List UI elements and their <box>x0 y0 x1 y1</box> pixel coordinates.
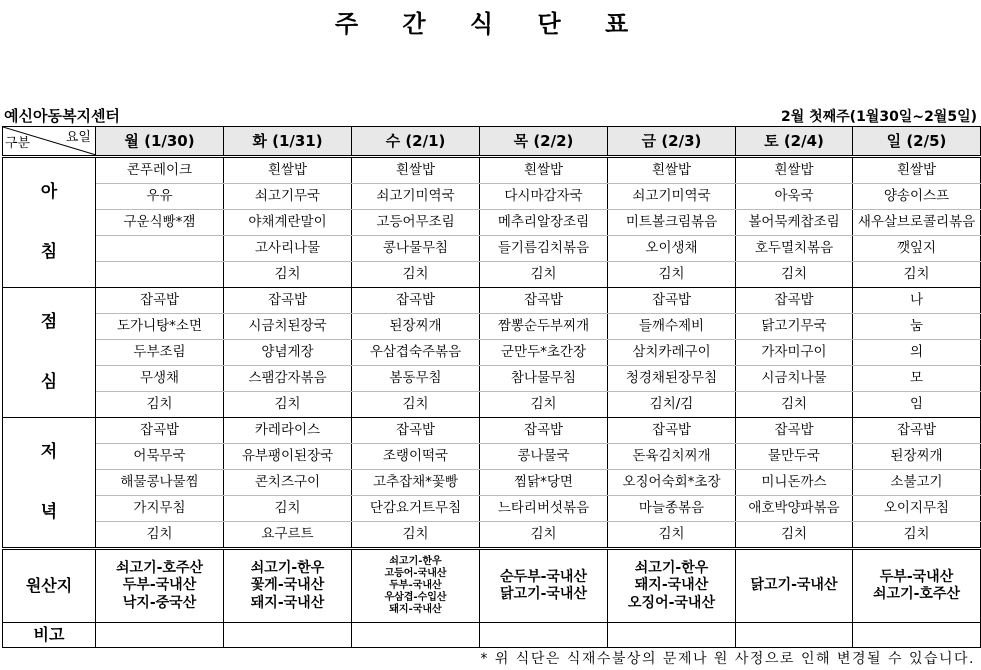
menu-item: 된장찌개 <box>853 444 981 470</box>
menu-item <box>96 236 224 262</box>
page-title: 주 간 식 단 표 <box>334 10 647 38</box>
menu-item: 잡곡밥 <box>96 288 224 314</box>
day-header: 수 (2/1) <box>352 127 480 157</box>
menu-item: 김치 <box>480 522 608 549</box>
menu-item: 잡곡밥 <box>96 418 224 444</box>
menu-row <box>3 288 981 314</box>
menu-item: 깻잎지 <box>853 236 981 262</box>
menu-item: 김치 <box>853 262 981 288</box>
menu-item: 고사리나물 <box>224 236 352 262</box>
origin-line: 오징어-국내산 <box>628 594 715 611</box>
menu-item: 시금치된장국 <box>224 314 352 340</box>
menu-item: 쇠고기미역국 <box>608 184 736 210</box>
meal-label <box>3 157 96 288</box>
note-cell <box>853 623 981 648</box>
menu-row <box>3 496 981 522</box>
menu-row <box>3 418 981 444</box>
menu-item: 김치 <box>352 522 480 549</box>
menu-item: 봄동무침 <box>352 366 480 392</box>
menu-item: 된장찌개 <box>352 314 480 340</box>
menu-item: 흰쌀밥 <box>853 157 981 184</box>
menu-item: 해물콩나물찜 <box>96 470 224 496</box>
menu-item: 느타리버섯볶음 <box>480 496 608 522</box>
menu-row <box>3 522 981 549</box>
menu-item: 잡곡밥 <box>608 288 736 314</box>
meal-label-top: 점 <box>40 312 58 332</box>
menu-item: 쇠고기미역국 <box>352 184 480 210</box>
menu-item: 쇠고기무국 <box>224 184 352 210</box>
menu-item: 임 <box>853 392 981 418</box>
note-cell <box>608 623 736 648</box>
week-period: 2월 첫째주(1월30일~2월5일) <box>780 109 977 125</box>
menu-item <box>96 262 224 288</box>
menu-item: 미니돈까스 <box>736 470 853 496</box>
menu-item: 고등어무조림 <box>352 210 480 236</box>
menu-item: 잡곡밥 <box>352 418 480 444</box>
origin-line: 순두부-국내산 <box>500 568 587 585</box>
menu-row <box>3 314 981 340</box>
origin-cell <box>352 549 480 623</box>
note-cell <box>352 623 480 648</box>
day-header: 목 (2/2) <box>480 127 608 157</box>
menu-item: 흰쌀밥 <box>352 157 480 184</box>
menu-item: 김치 <box>480 392 608 418</box>
origin-line: 닭고기-국내산 <box>500 586 587 602</box>
menu-item: 김치 <box>224 262 352 288</box>
menu-row <box>3 236 981 262</box>
origin-cell <box>608 549 736 623</box>
origin-line: 고등어-국내산 <box>384 568 447 579</box>
menu-item: 참나물무침 <box>480 366 608 392</box>
day-header: 일 (2/5) <box>853 127 981 157</box>
menu-item: 카레라이스 <box>224 418 352 444</box>
menu-item: 김치 <box>96 522 224 549</box>
origin-line: 돼지-국내산 <box>250 594 325 611</box>
menu-item: 콩나물국 <box>480 444 608 470</box>
menu-item: 흰쌀밥 <box>480 157 608 184</box>
menu-item: 요구르트 <box>224 522 352 549</box>
menu-item: 새우살브로콜리볶음 <box>853 210 981 236</box>
origin-row <box>3 549 981 623</box>
menu-item: 다시마감자국 <box>480 184 608 210</box>
menu-item: 콘치즈구이 <box>224 470 352 496</box>
meal-label-bottom: 침 <box>40 242 58 262</box>
header-row <box>3 127 981 157</box>
menu-item: 우유 <box>96 184 224 210</box>
menu-item: 애호박양파볶음 <box>736 496 853 522</box>
menu-item: 미트볼크림볶음 <box>608 210 736 236</box>
menu-item: 찜닭*당면 <box>480 470 608 496</box>
menu-item: 청경채된장무침 <box>608 366 736 392</box>
menu-item: 양송이스프 <box>853 184 981 210</box>
menu-item: 돈육김치찌개 <box>608 444 736 470</box>
origin-cell <box>853 549 981 623</box>
weekly-menu-table <box>2 126 981 648</box>
note-cell <box>96 623 224 648</box>
menu-item: 김치 <box>608 262 736 288</box>
menu-item: 김치 <box>736 262 853 288</box>
note-row <box>3 623 981 648</box>
menu-item: 도가니탕*소면 <box>96 314 224 340</box>
menu-row <box>3 444 981 470</box>
origin-line: 쇠고기-한우 <box>250 559 325 576</box>
menu-item: 흰쌀밥 <box>608 157 736 184</box>
menu-item: 의 <box>853 340 981 366</box>
menu-item: 닭고기무국 <box>736 314 853 340</box>
menu-item: 잡곡밥 <box>352 288 480 314</box>
origin-cell <box>480 549 608 623</box>
menu-item: 짬뽕순두부찌개 <box>480 314 608 340</box>
origin-line: 쇠고기-한우 <box>634 559 709 576</box>
menu-item: 김치 <box>608 522 736 549</box>
meal-label-bottom: 녁 <box>40 502 58 522</box>
origin-line: 낙지-중국산 <box>122 594 197 611</box>
menu-item: 마늘종볶음 <box>608 496 736 522</box>
menu-item: 잡곡밥 <box>224 288 352 314</box>
menu-item: 두부조림 <box>96 340 224 366</box>
menu-item: 들기름김치볶음 <box>480 236 608 262</box>
menu-item: 단감요거트무침 <box>352 496 480 522</box>
menu-item: 들깨수제비 <box>608 314 736 340</box>
menu-item: 삼치카레구이 <box>608 340 736 366</box>
menu-item: 김치 <box>736 392 853 418</box>
menu-item: 군만두*초간장 <box>480 340 608 366</box>
origin-line: 쇠고기-호주산 <box>873 586 960 602</box>
menu-item: 잡곡밥 <box>736 418 853 444</box>
day-header: 금 (2/3) <box>608 127 736 157</box>
origin-cell <box>96 549 224 623</box>
gubun-label: 구분 <box>5 136 31 151</box>
menu-item: 야채계란말이 <box>224 210 352 236</box>
menu-item: 김치 <box>736 522 853 549</box>
menu-item: 아욱국 <box>736 184 853 210</box>
menu-item: 잡곡밥 <box>736 288 853 314</box>
origin-cell <box>224 549 352 623</box>
menu-item: 조랭이떡국 <box>352 444 480 470</box>
menu-item: 볼어묵케찹조림 <box>736 210 853 236</box>
origin-line: 돼지-국내산 <box>389 604 442 615</box>
menu-item: 흰쌀밥 <box>224 157 352 184</box>
note-label: 비고 <box>3 623 96 648</box>
menu-item: 잡곡밥 <box>608 418 736 444</box>
menu-item: 김치 <box>352 262 480 288</box>
meal-label-top: 저 <box>40 442 58 462</box>
menu-item: 양념게장 <box>224 340 352 366</box>
menu-item: 가자미구이 <box>736 340 853 366</box>
origin-label: 원산지 <box>3 549 96 623</box>
menu-item: 호두멸치볶음 <box>736 236 853 262</box>
menu-item: 우삼겹숙주볶음 <box>352 340 480 366</box>
menu-row <box>3 392 981 418</box>
meal-label-bottom: 심 <box>40 372 58 392</box>
menu-item: 오징어숙회*초장 <box>608 470 736 496</box>
menu-body <box>3 127 981 648</box>
menu-item: 나 <box>853 288 981 314</box>
menu-row <box>3 157 981 184</box>
menu-item: 흰쌀밥 <box>736 157 853 184</box>
menu-item: 김치 <box>480 262 608 288</box>
menu-item: 고추잡채*꽃빵 <box>352 470 480 496</box>
menu-item: 유부팽이된장국 <box>224 444 352 470</box>
menu-item: 콘푸레이크 <box>96 157 224 184</box>
menu-item: 잡곡밥 <box>480 418 608 444</box>
menu-item: 잡곡밥 <box>480 288 608 314</box>
menu-item: 소불고기 <box>853 470 981 496</box>
origin-line: 쇠고기-한우 <box>389 556 442 567</box>
menu-item: 오이지무침 <box>853 496 981 522</box>
footer-note: * 위 식단은 식재수불상의 문제나 원 사정으로 인해 변경될 수 있습니다. <box>480 651 975 667</box>
menu-item: 김치 <box>352 392 480 418</box>
menu-row <box>3 262 981 288</box>
menu-item: 잡곡밥 <box>853 418 981 444</box>
origin-line: 꽃게-국내산 <box>250 577 325 594</box>
menu-item: 김치 <box>224 392 352 418</box>
note-cell <box>736 623 853 648</box>
menu-row <box>3 366 981 392</box>
origin-line: 돼지-국내산 <box>634 577 709 594</box>
menu-item: 눔 <box>853 314 981 340</box>
organization-name: 예신아동복지센터 <box>4 107 120 125</box>
menu-item: 무생채 <box>96 366 224 392</box>
menu-item: 오이생채 <box>608 236 736 262</box>
menu-item: 물만두국 <box>736 444 853 470</box>
menu-item: 가지무침 <box>96 496 224 522</box>
origin-line: 두부-국내산 <box>879 568 954 585</box>
day-header: 화 (1/31) <box>224 127 352 157</box>
menu-row <box>3 470 981 496</box>
origin-cell <box>736 549 853 623</box>
menu-item: 모 <box>853 366 981 392</box>
origin-line: 우삼겹-수입산 <box>384 592 447 603</box>
menu-item: 어묵무국 <box>96 444 224 470</box>
menu-row <box>3 340 981 366</box>
day-header: 월 (1/30) <box>96 127 224 157</box>
origin-line: 쇠고기-호주산 <box>116 559 203 576</box>
menu-item: 김치/김 <box>608 392 736 418</box>
origin-line: 닭고기-국내산 <box>750 577 838 594</box>
menu-item: 김치 <box>853 522 981 549</box>
menu-item: 스팸감자볶음 <box>224 366 352 392</box>
menu-item: 콩나물무침 <box>352 236 480 262</box>
origin-line: 두부-국내산 <box>122 577 197 594</box>
menu-row <box>3 210 981 236</box>
menu-item: 구운식빵*잼 <box>96 210 224 236</box>
origin-line: 두부-국내산 <box>389 580 442 591</box>
menu-item: 김치 <box>96 392 224 418</box>
day-header: 토 (2/4) <box>736 127 853 157</box>
corner-cell <box>3 127 96 157</box>
note-cell <box>480 623 608 648</box>
menu-item: 김치 <box>224 496 352 522</box>
note-cell <box>224 623 352 648</box>
menu-item: 시금치나물 <box>736 366 853 392</box>
menu-item: 메추리알장조림 <box>480 210 608 236</box>
meal-label-top: 아 <box>40 182 58 202</box>
meal-label <box>3 418 96 549</box>
menu-row <box>3 184 981 210</box>
meal-label <box>3 288 96 418</box>
yoil-label: 요일 <box>65 130 91 145</box>
